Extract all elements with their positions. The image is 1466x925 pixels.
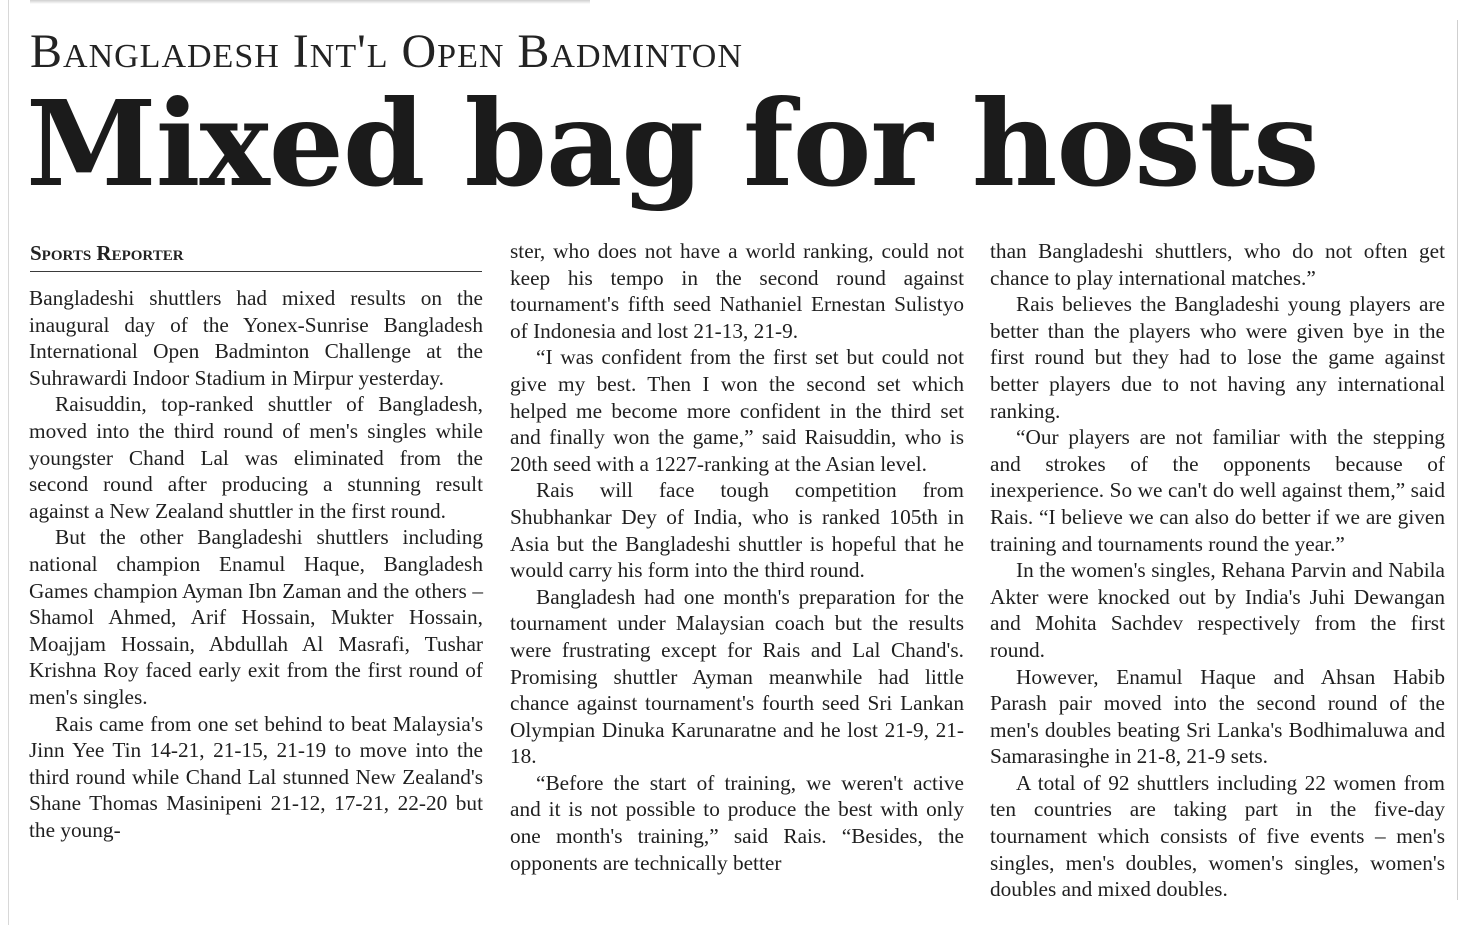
paragraph: Raisuddin, top-ranked shuttler of Bangladesh, moved into the third round of men's singles while youngster Chand Lal was eliminated from the second round after producing a stunning result against a New Zealand shuttler in the first round. (29, 392, 483, 523)
paragraph: Rais will face tough competition from Shubhankar Dey of India, who is ranked 105th in Asia but the Bangladeshi shuttler is hopeful that he would carry his form into the third round. (510, 478, 964, 583)
column-edge-rule (1457, 20, 1458, 900)
paragraph: Rais believes the Bangladeshi young players are better than the players who were given bye in the first round but they had to lose the game against better players due to not having any international ranking. (990, 292, 1445, 423)
article-kicker: Bangladesh Int'l Open Badminton (30, 25, 743, 78)
paragraph: Rais came from one set behind to beat Malaysia's Jinn Yee Tin 14-21, 21-15, 21-19 to move into the third round while Chand Lal stunned New Zealand's Shane Thomas Masinipeni 21-12, 17-21, 22-20 but the young- (29, 711, 483, 842)
paragraph: “Our players are not familiar with the stepping and strokes of the opponents because of inexperience. So we can't do well against them,” said Rais. “I believe we can also do better if we are given training and tournaments round the year.” (990, 425, 1445, 556)
paragraph: But the other Bangladeshi shuttlers including national champion Enamul Haque, Bangladesh Games champion Ayman Ibn Zaman and the others – Shamol Ahmed, Arif Hossain, Mukter Hossain, Moajjam Hossain, Abdullah Al Masrafi, Tushar Krishna Roy faced early exit from the first round of men's singles. (29, 525, 483, 709)
article-column-1 (29, 285, 483, 843)
paragraph: Bangladeshi shuttlers had mixed results on the inaugural day of the Yonex-Sunrise Bangladesh International Open Badminton Challenge at the Suhrawardi Indoor Stadium in Mirpur yesterday. (29, 286, 483, 390)
paragraph-continued: than Bangladeshi shuttlers, who do not often get chance to play international matches.” (990, 239, 1445, 290)
page-edge-rule (8, 0, 9, 925)
article-column-2 (510, 238, 964, 876)
paragraph: However, Enamul Haque and Ahsan Habib Parash pair moved into the second round of the men's doubles beating Sri Lanka's Bodhimaluwa and Samarasinghe in 21-8, 21-9 sets. (990, 664, 1445, 769)
paragraph: A total of 92 shuttlers including 22 women from ten countries are taking part in the five-day tournament which consists of five events – men's singles, men's doubles, women's singles, women's doubles and mixed doubles. (990, 770, 1445, 902)
paragraph: “Before the start of training, we weren't active and it is not possible to produce the best with only one month's training,” said Rais. “Besides, the opponents are technically better (510, 770, 964, 875)
article-byline: Sports Reporter (30, 238, 482, 272)
paragraph: Bangladesh had one month's preparation for the tournament under Malaysian coach but the results were frustrating except for Rais and Lal Chand's. Promising shuttler Ayman meanwhile had little chance against tournament's fourth seed Sri Lankan Olympian Dinuka Karunaratne and he lost 21-9, 21-18. (510, 584, 964, 769)
article-column-3 (990, 238, 1445, 903)
article-headline: Mixed bag for hosts (26, 74, 1319, 213)
paragraph-continued: ster, who does not have a world ranking, could not keep his tempo in the second round against tournament's fifth seed Nathaniel Ernestan Sulistyo of Indonesia and lost 21-13, 21-9. (510, 239, 964, 343)
cropped-top-edge (30, 0, 590, 4)
paragraph: “I was confident from the first set but could not give my best. Then I won the second set which helped me become more confident in the third set and finally won the game,” said Raisuddin, who is 20th seed with a 1227-ranking at the Asian level. (510, 345, 964, 476)
paragraph: In the women's singles, Rehana Parvin and Nabila Akter were knocked out by India's Juhi Dewangan and Mohita Sachdev respectively from the first round. (990, 558, 1445, 662)
